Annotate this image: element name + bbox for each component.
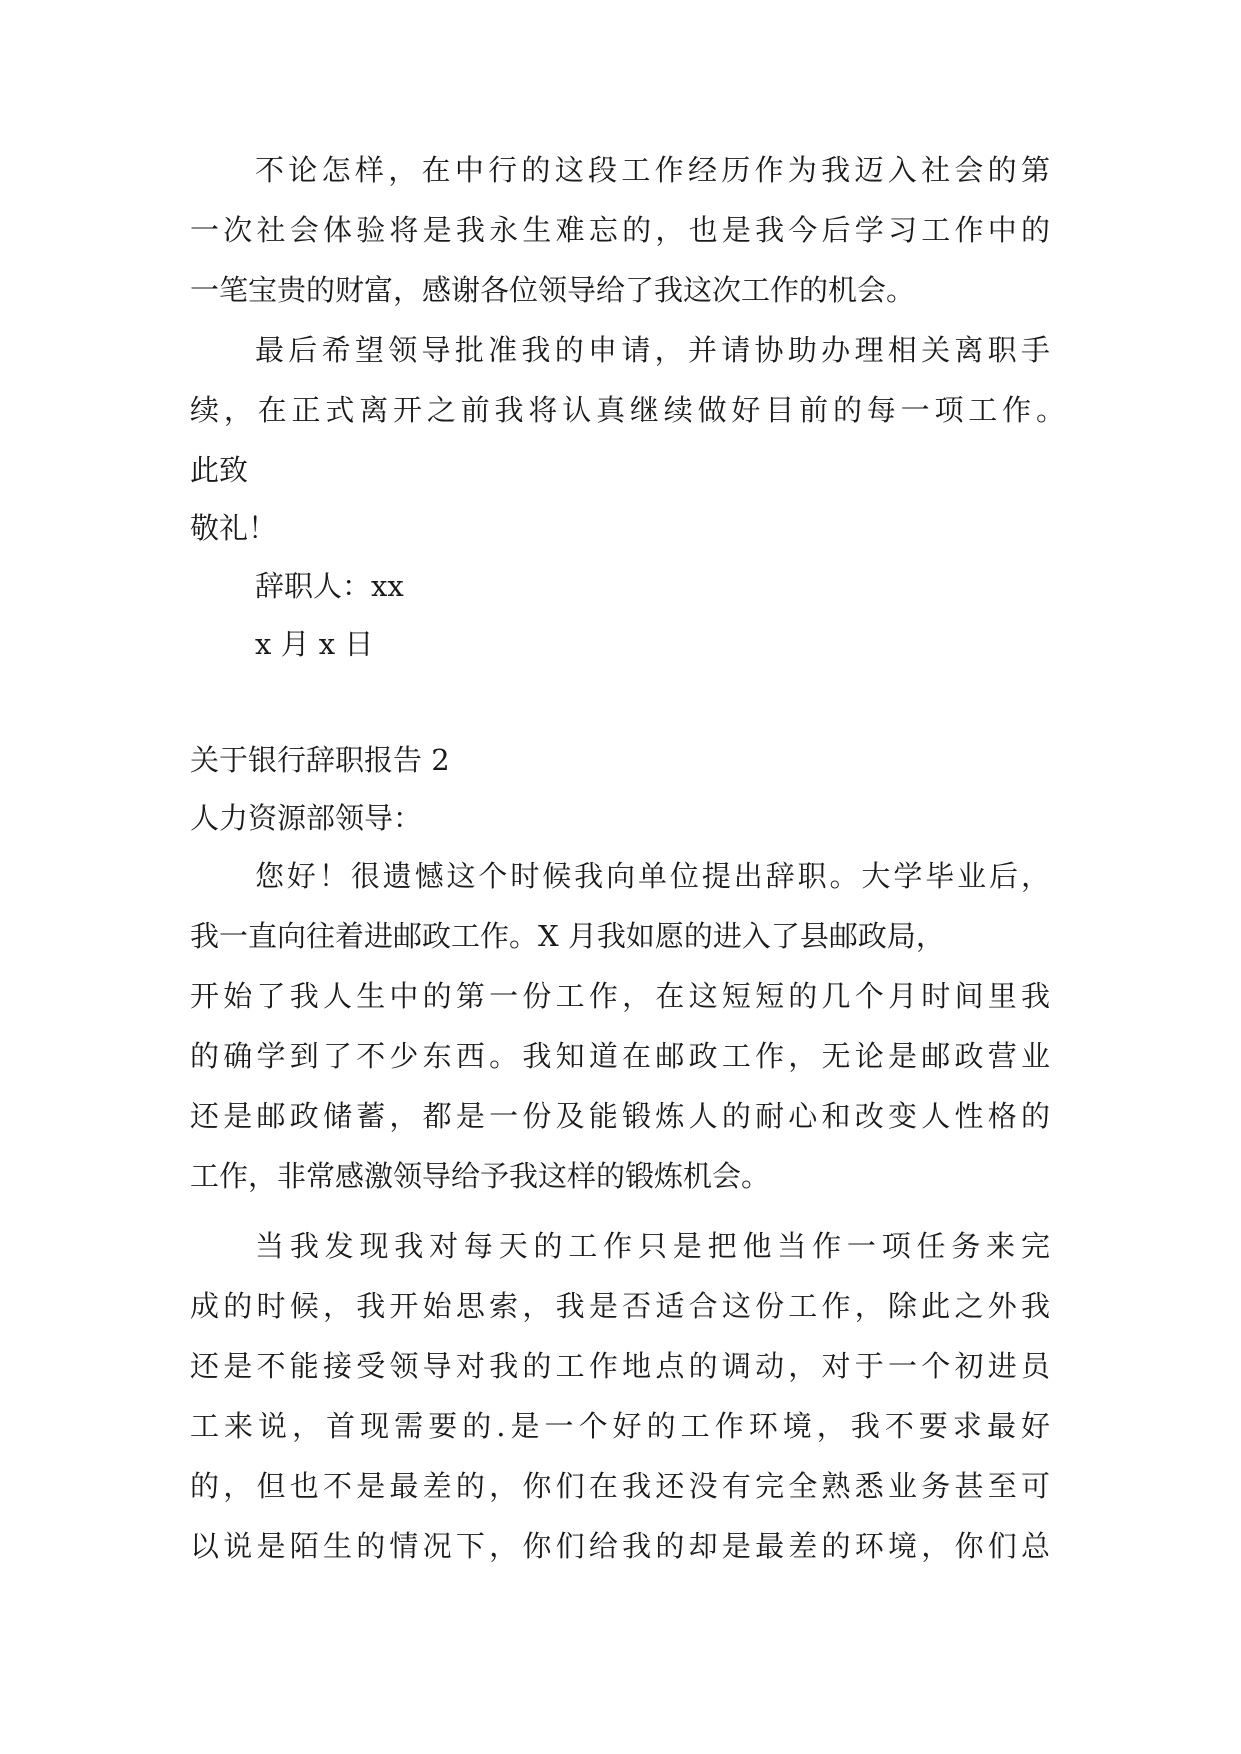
section-title: 关于银行辞职报告 2 (190, 743, 450, 777)
paragraph-line: 工来说，首现需要的.是一个好的工作环境，我不要求最好 (190, 1409, 1050, 1443)
paragraph-line: 的，但也不是最差的，你们在我还没有完全熟悉业务甚至可 (190, 1469, 1050, 1503)
paragraph-line: 还是不能接受领导对我的工作地点的调动，对于一个初进员 (190, 1349, 1050, 1383)
closing-text: 敬礼！ (190, 511, 278, 545)
paragraph-line: 最后希望领导批准我的申请，并请协助办理相关离职手 (255, 333, 1050, 367)
paragraph-line: 当我发现我对每天的工作只是把他当作一项任务来完 (255, 1229, 1050, 1263)
salutation: 人力资源部领导： (190, 801, 423, 835)
paragraph-line: 您好！很遗憾这个时候我向单位提出辞职。大学毕业后， (255, 859, 1050, 893)
paragraph-line: 不论怎样，在中行的这段工作经历作为我迈入社会的第 (255, 153, 1050, 187)
paragraph-line: 工作，非常感激领导给予我这样的锻炼机会。 (190, 1159, 771, 1193)
paragraph-line: 一笔宝贵的财富，感谢各位领导给了我这次工作的机会。 (190, 273, 916, 307)
paragraph-line: 开始了我人生中的第一份工作，在这短短的几个月时间里我 (190, 979, 1050, 1013)
paragraph-line: 成的时候，我开始思索，我是否适合这份工作，除此之外我 (190, 1289, 1050, 1323)
paragraph-line: 以说是陌生的情况下，你们给我的却是最差的环境，你们总 (190, 1529, 1050, 1563)
closing-text: 此致 (190, 453, 249, 487)
paragraph-line: 的确学到了不少东西。我知道在邮政工作，无论是邮政营业 (190, 1039, 1050, 1073)
paragraph-line: 续，在正式离开之前我将认真继续做好目前的每一项工作。 (190, 393, 1065, 427)
paragraph-line: 还是邮政储蓄，都是一份及能锻炼人的耐心和改变人性格的 (190, 1099, 1050, 1133)
paragraph-line: 我一直向往着进邮政工作。X 月我如愿的进入了县邮政局， (190, 919, 945, 953)
date: x 月 x 日 (255, 627, 374, 661)
paragraph-line: 一次社会体验将是我永生难忘的，也是我今后学习工作中的 (190, 213, 1050, 247)
signer: 辞职人：xx (255, 569, 404, 603)
